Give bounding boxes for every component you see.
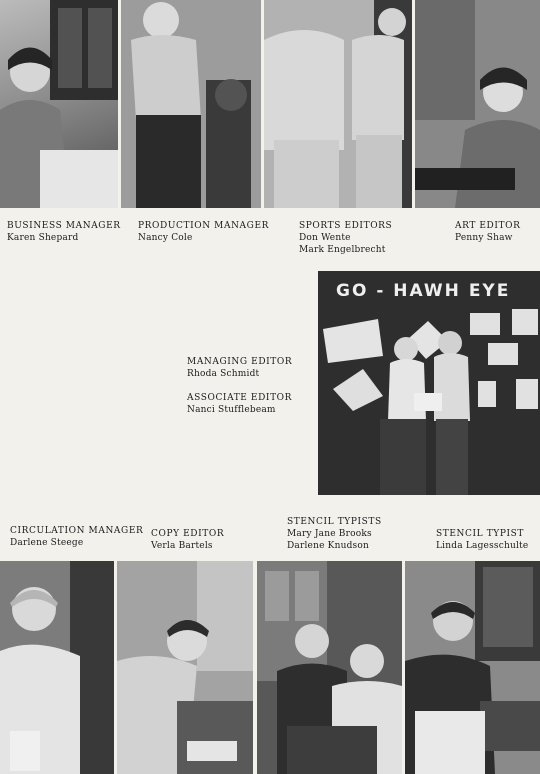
staff-name: Nanci Stufflebeam xyxy=(187,405,276,415)
photo-stencil-typists xyxy=(257,561,402,774)
caption-circulation-manager xyxy=(10,525,143,549)
staff-name: Darlene Knudson xyxy=(287,541,369,551)
staff-name: Linda Lagesschulte xyxy=(436,541,529,551)
role-title: STENCIL TYPISTS xyxy=(287,517,382,527)
staff-name: Mary Jane Brooks xyxy=(287,529,372,539)
staff-name: Karen Shepard xyxy=(7,233,79,243)
photo-sports-editors xyxy=(264,0,412,208)
role-title: SPORTS EDITORS xyxy=(299,221,393,231)
role-title: COPY EDITOR xyxy=(151,529,225,539)
photo-art-editor xyxy=(415,0,540,208)
caption-copy-editor xyxy=(151,528,224,552)
photo-stencil-typist xyxy=(405,561,540,774)
caption-associate-editor xyxy=(187,392,292,416)
role-title: CIRCULATION MANAGER xyxy=(10,526,144,536)
staff-name: Nancy Cole xyxy=(138,233,193,243)
staff-name: Penny Shaw xyxy=(455,233,513,243)
caption-stencil-typists xyxy=(287,516,382,552)
caption-sports-editors xyxy=(299,220,392,256)
staff-name: Darlene Steege xyxy=(10,538,84,548)
role-title: PRODUCTION MANAGER xyxy=(138,221,269,231)
staff-name: Mark Engelbrecht xyxy=(299,245,386,255)
caption-managing-editor xyxy=(187,356,292,380)
role-title: ART EDITOR xyxy=(455,221,521,231)
photo-business-manager xyxy=(0,0,118,208)
caption-stencil-typist xyxy=(436,528,528,552)
role-title: MANAGING EDITOR xyxy=(187,357,293,367)
caption-production-manager xyxy=(138,220,269,244)
photo-production-manager xyxy=(121,0,261,208)
caption-business-manager xyxy=(7,220,121,244)
photo-bulletin-board xyxy=(318,271,540,495)
staff-name: Verla Bartels xyxy=(151,541,213,551)
board-sign-text: GO - HAWH EYE xyxy=(336,281,511,301)
caption-art-editor xyxy=(455,220,520,244)
staff-name: Rhoda Schmidt xyxy=(187,369,260,379)
role-title: ASSOCIATE EDITOR xyxy=(187,393,293,403)
photo-copy-editor xyxy=(117,561,253,774)
staff-name: Don Wente xyxy=(299,233,351,243)
role-title: BUSINESS MANAGER xyxy=(7,221,121,231)
role-title: STENCIL TYPIST xyxy=(436,529,525,539)
photo-circulation-manager xyxy=(0,561,114,774)
